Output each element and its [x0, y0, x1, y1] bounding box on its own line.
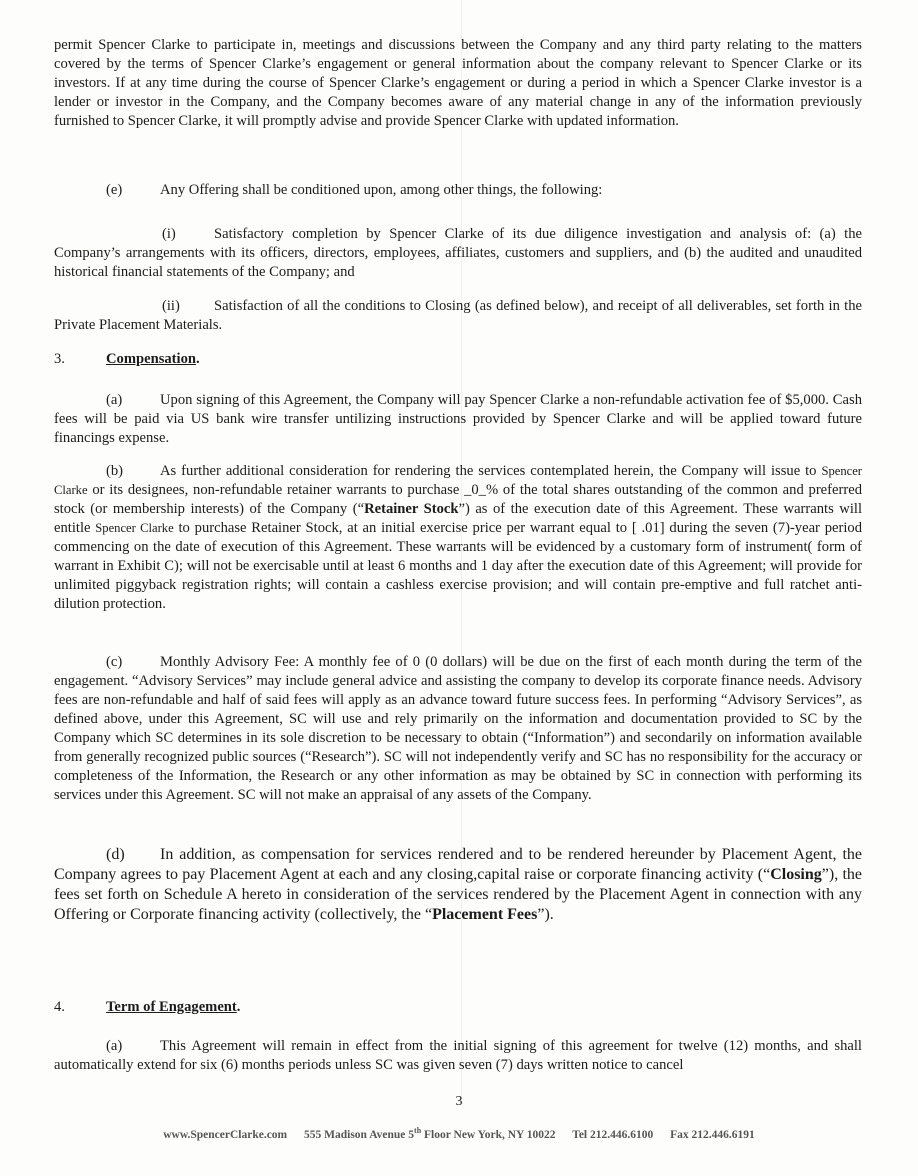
clause-3b: (b) As further additional consideration for rendering the services contemplated herein, the Company will issue to Spencer Clarke or its designees, non-refundable retainer warrants to purchase _0_% of the total shares outstanding of the common and preferred stock (or membership interests) of the Company (“Retainer Stock”) as of the execution date of this Agreement. These warrants will entitle Spencer Clarke to purchase Retainer Stock, at an initial exercise price per warrant equal to [ .01] during the seven (7)-year period commencing on the date of execution of this Agreement. These warrants will be evidenced by a customary form of instrument( form of warrant in Exhibit C); will not be exercisable until at least 6 months and 1 day after the execution date of this Agreement; will provide for unlimited piggyback registration rights; will contain a cashless exercise provision; and will contain pre-emptive and full ratchet anti-dilution protection. [54, 463, 862, 612]
clause-3a [54, 391, 862, 448]
clause-i-text: Satisfactory completion by Spencer Clarke of its due diligence investigation and analysis of: (a) the Company’s arrangements with its officers, directors, employees, affiliates, customers and suppliers, and (b) the audited and unaudited historical financial statements of the Company; and [54, 226, 862, 280]
clause-3a-text: Upon signing of this Agreement, the Company will pay Spencer Clarke a non-refundable activation fee of $5,000. Cash fees will be paid via US bank wire transfer untilizing instructions provided by Spencer Clarke and will be applied toward future financings expense. [54, 392, 862, 446]
clause-ii-label: (ii) [162, 298, 180, 314]
letterhead-footer [0, 1126, 918, 1141]
footer-fax: Fax 212.446.6191 [670, 1128, 755, 1141]
footer-telephone: Tel 212.446.6100 [572, 1128, 654, 1141]
clause-4a [54, 1037, 862, 1075]
page-number: 3 [455, 1094, 463, 1109]
paragraph-continuation: permit Spencer Clarke to participate in, meetings and discussions between the Company and any third party relating to the matters covered by the terms of Spencer Clarke’s engagement or general information about the company relevant to Spencer Clarke or its investors. If at any time during the course of Spencer Clarke’s engagement or during a period in which a Spencer Clarke investor is a lender or investor in the Company, and the Company becomes aware of any material change in any of the information previously furnished to Spencer Clarke, it will promptly advise and provide Spencer Clarke with updated information. [54, 37, 862, 129]
retainer-stock-term: Retainer Stock [364, 501, 459, 517]
clause-ii-text: Satisfaction of all the conditions to Closing (as defined below), and receipt of all deliverables, set forth in the Private Placement Materials. [54, 298, 862, 333]
clause-4a-text: This Agreement will remain in effect from the initial signing of this agreement for twelve (12) months, and shall automatically extend for six (6) months periods unless SC was given seven (7) days written notice to cancel [54, 1038, 862, 1073]
footer-website: www.SpencerClarke.com [163, 1128, 288, 1141]
clause-e-i [54, 225, 862, 282]
placement-fees-term: Placement Fees [432, 906, 538, 923]
clause-e-ii [54, 297, 862, 335]
section-4-number: 4. [54, 999, 65, 1015]
footer-address: 555 Madison Avenue 5th Floor New York, NY 10022 [304, 1126, 556, 1141]
clause-3c [54, 653, 862, 805]
section-4-heading: 4. Term of Engagement. [54, 999, 241, 1015]
clause-4a-label: (a) [106, 1038, 123, 1054]
closing-term: Closing [770, 866, 822, 883]
clause-e [54, 181, 862, 200]
section-3-title: Compensation [106, 351, 197, 367]
section-3-number: 3. [54, 351, 65, 367]
clause-3d-label: (d) [106, 846, 125, 863]
clause-i-label: (i) [162, 226, 176, 242]
clause-3b-label: (b) [106, 463, 124, 479]
clause-e-text: Any Offering shall be conditioned upon, among other things, the following: [160, 182, 603, 198]
section-4-title: Term of Engagement [106, 999, 237, 1015]
clause-3d: (d) In addition, as compensation for services rendered and to be rendered hereunder by Placement Agent, the Company agrees to pay Placement Agent at each and any closing,capital raise or corporate financing activity (“Closing”), the fees set forth on Schedule A hereto in consideration of the services rendered by the Placement Agent in connection with any Offering or Corporate financing activity (collectively, the “Placement Fees”). [54, 846, 862, 923]
clause-3a-label: (a) [106, 392, 123, 408]
section-3-heading: 3. Compensation. [54, 351, 200, 367]
clause-3c-label: (c) [106, 654, 123, 670]
clause-3c-text: Monthly Advisory Fee: A monthly fee of 0 (0 dollars) will be due on the first of each month during the term of the engagement. “Advisory Services” may include general advice and assisting the company to develop its corporate finance needs. Advisory fees are non-refundable and half of said fees will apply as an advance toward future success fees. In performing “Advisory Services”, as defined above, under this Agreement, SC will use and rely primarily on the information and documentation provided to SC by the Company which SC determines in its sole discretion to be necessary to obtain (“Information”) and secondarily on information available from generally recognized public sources (“Research”). SC will not independently verify and SC has no responsibility for the accuracy or completeness of the Information, the Research or any other information as may be obtained by SC in connection with performing its services under this Agreement. SC will not make an appraisal of any assets of the Company. [54, 654, 862, 803]
clause-e-label: (e) [106, 182, 123, 198]
